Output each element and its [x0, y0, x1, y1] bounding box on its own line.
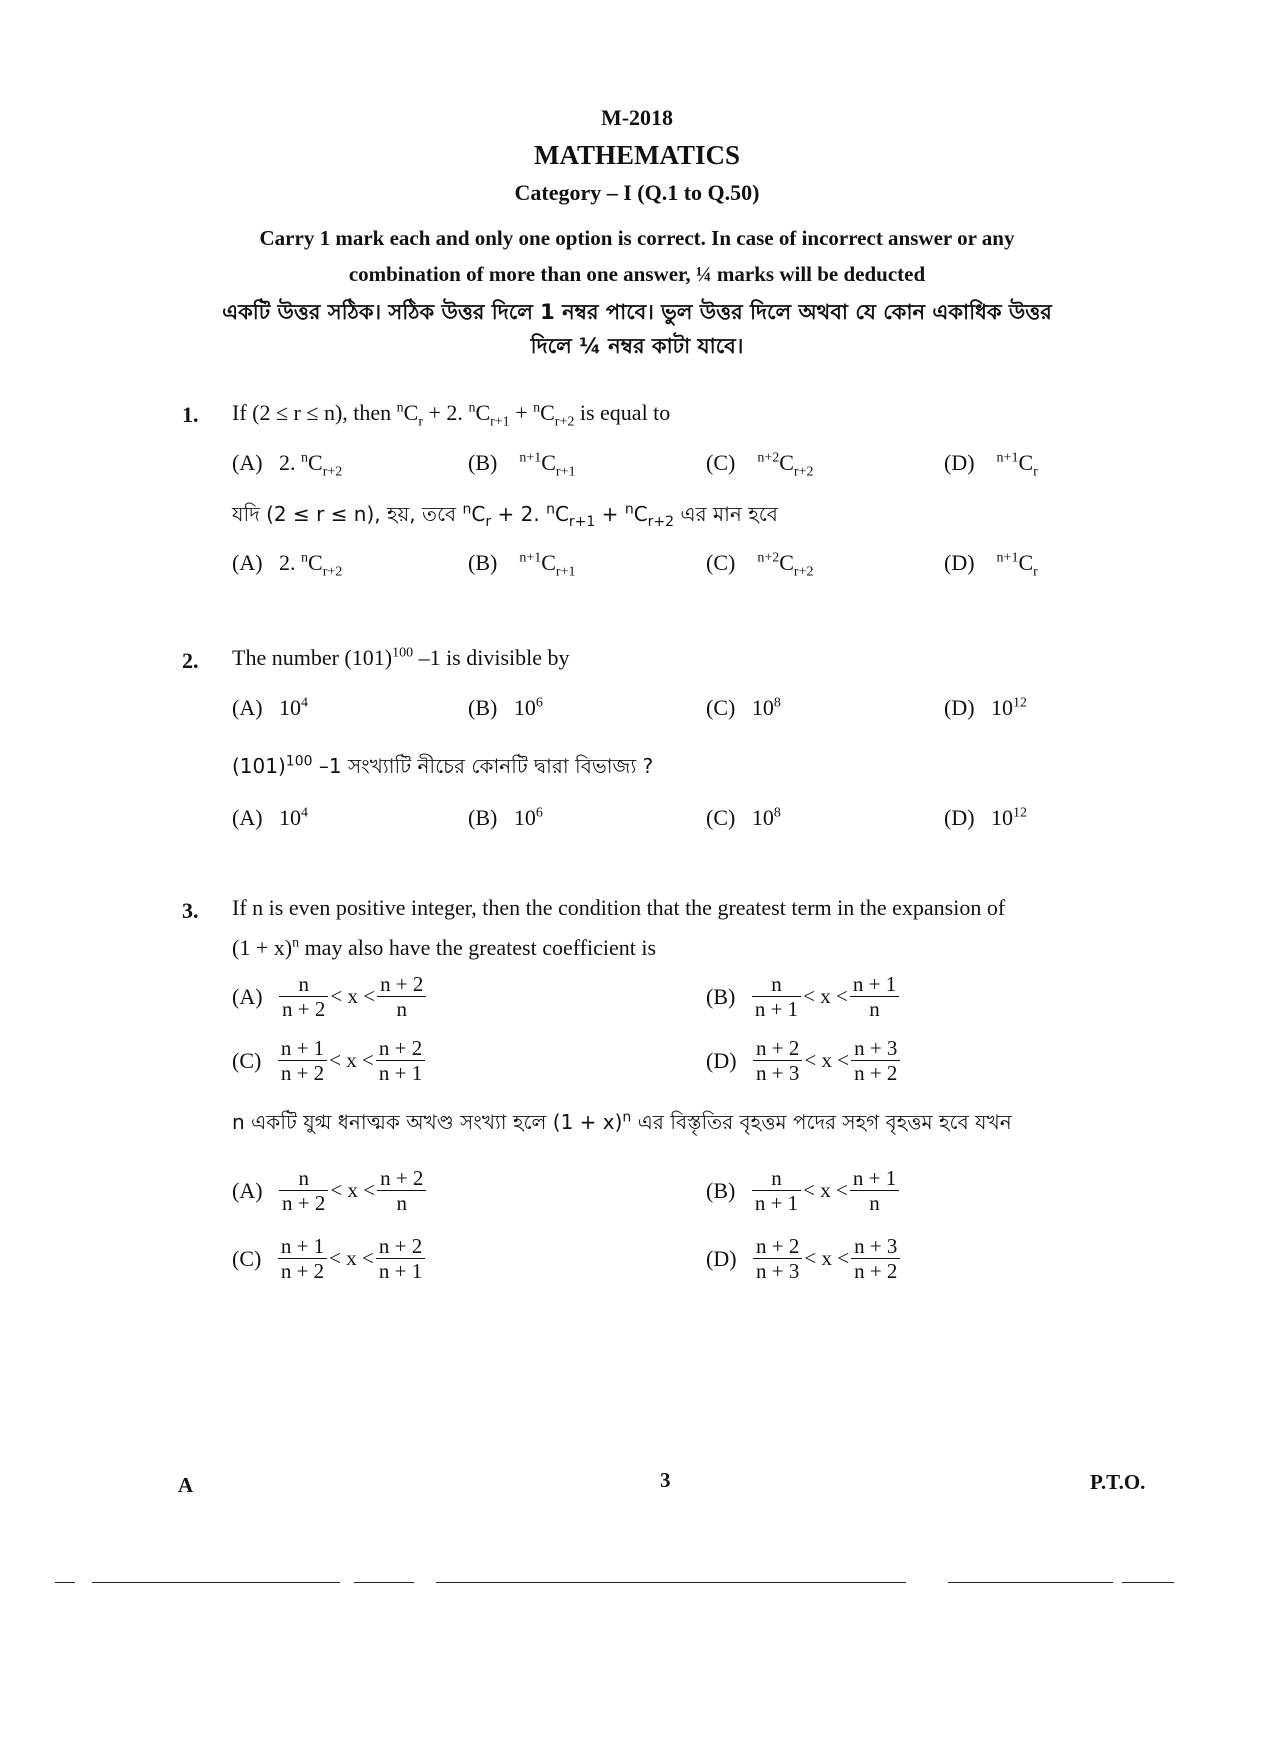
question-stem-en-line2: $(1 + x)^n$ may also have the greatest coefficient is: [232, 935, 657, 960]
instruction-bn-line1: একটি উত্তর সঠিক। সঠিক উত্তর দিলে 1 নম্বর পাবে। ভুল উত্তর দিলে অথবা যে কোন একাধিক উত্তর: [222, 300, 1052, 324]
option-c-bn: (C) $10^8$: [706, 805, 781, 830]
question-stem-en: If (2 ≤ r ≤ n), then $^nC_r + 2$. $^nC_{r+1} + ^nC_{r+2}$ is equal to: [232, 400, 671, 430]
option-c: (C) $10^8$: [706, 695, 781, 720]
question-stem-bn: n একটি যুগ্ম ধনাত্মক অখণ্ড সংখ্যা হলে $(1 + x)^n$ এর বিস্তৃতির বৃহত্তম পদের সহগ বৃহত্তম হবে যখন: [232, 1109, 1012, 1134]
option-c-bn: (C) $\frac{n + 1}{n + 2}$ < x < $\frac{n + 2}{n + 1}$: [232, 1234, 425, 1283]
option-d: (D) $10^{12}$: [944, 695, 1028, 720]
option-a-bn: (A) $\frac{n}{n + 2}$ < x < $\frac{n + 2}{n}$: [232, 1166, 426, 1215]
divider-line: [436, 1582, 906, 1583]
divider-line: [92, 1582, 340, 1583]
option-a: (A) 2. $^nC_{r+2}$: [232, 450, 343, 480]
option-b-bn: (B) $10^6$: [468, 805, 543, 830]
question-number: 2.: [182, 648, 199, 673]
question-stem-bn: যদি (2 ≤ r ≤ n), হয়, তবে $^nC_r + 2$. $^nC_{r+1} + ^nC_{r+2}$ এর মান হবে: [232, 501, 778, 530]
option-c: (C) $\frac{n + 1}{n + 2}$ < x < $\frac{n + 2}{n + 1}$: [232, 1036, 425, 1085]
option-d-bn: (D) $10^{12}$: [944, 805, 1028, 830]
pto-label: P.T.O.: [1090, 1470, 1146, 1494]
divider-line: [354, 1582, 414, 1583]
subject-title: MATHEMATICS: [533, 140, 740, 170]
option-b: (B) $\frac{n}{n + 1}$ < x < $\frac{n + 1}{n}$: [706, 972, 899, 1021]
option-b: (B) $10^6$: [468, 695, 543, 720]
question-stem-en-line1: If n is even positive integer, then the condition that the greatest term in the expansion of: [232, 895, 1006, 920]
category-line: Category – I (Q.1 to Q.50): [514, 180, 760, 205]
option-b-bn: (B) $^{n+1}C_{r+1}$: [468, 550, 576, 580]
question-number: 3.: [182, 898, 199, 923]
page-number: 3: [660, 1468, 671, 1492]
divider-line: [55, 1582, 75, 1583]
exam-code: M-2018: [600, 105, 674, 130]
divider-line: [1122, 1582, 1174, 1583]
divider-line: [948, 1582, 1113, 1583]
instruction-bn-line2: দিলে ¼ নম্বর কাটা যাবে।: [530, 334, 744, 358]
option-c: (C) $^{n+2}C_{r+2}$: [706, 450, 814, 480]
instruction-en-line2: combination of more than one answer, ¼ marks will be deducted: [348, 262, 926, 286]
question-number: 1.: [182, 402, 199, 427]
option-a: (A) $10^4$: [232, 695, 309, 720]
instruction-en-line1: Carry 1 mark each and only one option is correct. In case of incorrect answer or any: [259, 226, 1015, 250]
question-stem-bn: $(101)^{100}$ –1 সংখ্যাটি নীচের কোনটি দ্বারা বিভাজ্য ?: [232, 753, 654, 778]
paper-set: A: [178, 1473, 194, 1497]
option-d: (D) $^{n+1}C_r$: [944, 450, 1038, 480]
option-b: (B) $^{n+1}C_{r+1}$: [468, 450, 576, 480]
question-stem-en: The number $(101)^{100}$ –1 is divisible by: [232, 645, 570, 670]
option-a-bn: (A) $10^4$: [232, 805, 309, 830]
option-a-bn: (A) 2. $^nC_{r+2}$: [232, 550, 343, 580]
option-d-bn: (D) $\frac{n + 2}{n + 3}$ < x < $\frac{n + 3}{n + 2}$: [706, 1234, 900, 1283]
option-d: (D) $\frac{n + 2}{n + 3}$ < x < $\frac{n + 3}{n + 2}$: [706, 1036, 900, 1085]
option-b-bn: (B) $\frac{n}{n + 1}$ < x < $\frac{n + 1}{n}$: [706, 1166, 899, 1215]
option-c-bn: (C) $^{n+2}C_{r+2}$: [706, 550, 814, 580]
option-d-bn: (D) $^{n+1}C_r$: [944, 550, 1038, 580]
option-a: (A) $\frac{n}{n + 2}$ < x < $\frac{n + 2}{n}$: [232, 972, 426, 1021]
